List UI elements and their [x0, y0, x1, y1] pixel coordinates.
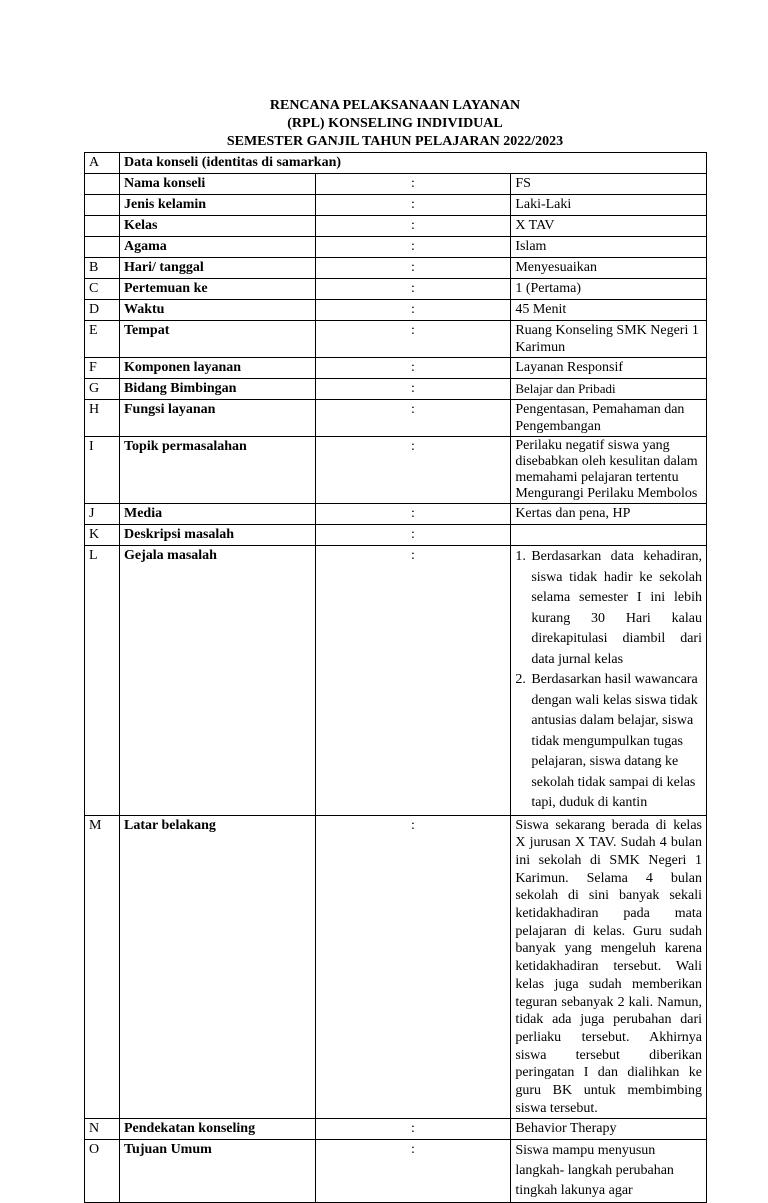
row-label: Latar belakang — [120, 815, 316, 1119]
row-colon: : — [315, 1119, 511, 1140]
row-value: Kertas dan pena, HP — [511, 504, 707, 525]
row-value: Menyesuaikan — [511, 258, 707, 279]
row-value: Behavior Therapy — [511, 1119, 707, 1140]
row-letter: K — [85, 525, 120, 546]
row-label: Jenis kelamin — [120, 195, 316, 216]
row-i — [85, 437, 707, 504]
row-label: Komponen layanan — [120, 358, 316, 379]
row-c — [85, 279, 707, 300]
row-label: Tujuan Umum — [120, 1140, 316, 1203]
row-colon: : — [315, 525, 511, 546]
row-colon: : — [315, 504, 511, 525]
row-label: Bidang Bimbingan — [120, 379, 316, 400]
row-label: Deskripsi masalah — [120, 525, 316, 546]
row-label: Tempat — [120, 321, 316, 358]
row-letter: L — [85, 546, 120, 816]
row-colon: : — [315, 1140, 511, 1203]
title-line-3: SEMESTER GANJIL TAHUN PELAJARAN 2022/2023 — [226, 134, 564, 149]
row-value: Pengentasan, Pemahaman dan Pengembangan — [511, 400, 707, 437]
row-colon: : — [315, 174, 511, 195]
row-h — [85, 400, 707, 437]
rpl-table — [84, 152, 707, 1203]
row-label: Fungsi layanan — [120, 400, 316, 437]
row-value: Laki-Laki — [511, 195, 707, 216]
row-k — [85, 525, 707, 546]
row-letter: N — [85, 1119, 120, 1140]
row-colon: : — [315, 279, 511, 300]
row-value: FS — [511, 174, 707, 195]
title-line-2: (RPL) KONSELING INDIVIDUAL — [287, 116, 503, 131]
row-colon: : — [315, 379, 511, 400]
row-value: 45 Menit — [511, 300, 707, 321]
row-label: Pendekatan konseling — [120, 1119, 316, 1140]
row-a — [85, 153, 707, 174]
row-letter: B — [85, 258, 120, 279]
row-n — [85, 1119, 707, 1140]
row-label: Kelas — [120, 216, 316, 237]
row-label: Data konseli (identitas di samarkan) — [120, 153, 707, 174]
row-letter: E — [85, 321, 120, 358]
row-label: Media — [120, 504, 316, 525]
row-l — [85, 546, 707, 816]
row-colon: : — [315, 300, 511, 321]
row-kelas — [85, 216, 707, 237]
row-colon: : — [315, 358, 511, 379]
row-label: Nama konseli — [120, 174, 316, 195]
row-colon: : — [315, 216, 511, 237]
list-text: Berdasarkan hasil wawancara dengan wali kelas siswa tidak antusias dalam belajar, siswa tidak mengumpulkan tugas pelajaran, siswa datang ke sekolah tidak sampai di kelas tapi, duduk di kantin — [531, 672, 698, 810]
row-value — [511, 546, 707, 816]
list-number: 1. — [515, 549, 526, 564]
row-d — [85, 300, 707, 321]
row-letter: A — [85, 153, 120, 174]
list-number: 2. — [515, 672, 526, 687]
row-letter: M — [85, 815, 120, 1119]
row-letter: D — [85, 300, 120, 321]
row-letter: J — [85, 504, 120, 525]
row-label: Topik permasalahan — [120, 437, 316, 504]
list-text: Berdasarkan data kehadiran, siswa tidak hadir ke sekolah selama semester I ini lebih kurang 30 Hari kalau direkapitulasi diambil dari data jurnal kelas — [531, 549, 702, 667]
row-value: Ruang Konseling SMK Negeri 1 Karimun — [511, 321, 707, 358]
row-agama — [85, 237, 707, 258]
row-value: Siswa mampu menyusun langkah- langkah perubahan tingkah lakunya agar — [511, 1140, 707, 1203]
row-letter: F — [85, 358, 120, 379]
row-colon: : — [315, 321, 511, 358]
row-f — [85, 358, 707, 379]
row-value — [511, 525, 707, 546]
row-j — [85, 504, 707, 525]
row-value: 1 (Pertama) — [511, 279, 707, 300]
row-letter: I — [85, 437, 120, 504]
row-letter: H — [85, 400, 120, 437]
row-value: X TAV — [511, 216, 707, 237]
row-value: Siswa sekarang berada di kelas X jurusan X TAV. Sudah 4 bulan ini sekolah di SMK Negeri 1 Karimun. Selama 4 bulan sekolah di sini banyak sekali ketidakhadiran pada mata pelajaran di kelas. Guru sudah banyak yang mengeluh karena ketidakhadiran tersebut. Wali kelas juga sudah memberikan teguran sebanyak 2 kali. Namun, tidak ada juga perubahan dari perliaku tersebut. Akhirnya siswa tersebut diberikan peringatan I dan dialihkan ke guru BK untuk membimbing siswa tersebut. — [511, 815, 707, 1119]
row-letter: G — [85, 379, 120, 400]
document-title — [84, 97, 706, 151]
title-line-1: RENCANA PELAKSANAAN LAYANAN — [269, 98, 521, 113]
row-label: Agama — [120, 237, 316, 258]
row-value: Perilaku negatif siswa yang disebabkan oleh kesulitan dalam memahami pelajaran tertentu Mengurangi Perilaku Membolos — [511, 437, 707, 504]
row-value: Layanan Responsif — [511, 358, 707, 379]
list-item — [515, 547, 702, 670]
row-label: Waktu — [120, 300, 316, 321]
row-jenis — [85, 195, 707, 216]
row-e — [85, 321, 707, 358]
row-b — [85, 258, 707, 279]
row-colon: : — [315, 195, 511, 216]
symptom-list — [515, 547, 702, 814]
row-colon: : — [315, 815, 511, 1119]
row-label: Pertemuan ke — [120, 279, 316, 300]
row-nama — [85, 174, 707, 195]
row-colon: : — [315, 237, 511, 258]
row-label: Hari/ tanggal — [120, 258, 316, 279]
row-colon: : — [315, 437, 511, 504]
row-colon: : — [315, 400, 511, 437]
list-item — [515, 670, 702, 814]
row-m — [85, 815, 707, 1119]
row-letter: O — [85, 1140, 120, 1203]
row-colon: : — [315, 258, 511, 279]
row-g — [85, 379, 707, 400]
row-label: Gejala masalah — [120, 546, 316, 816]
row-o — [85, 1140, 707, 1203]
row-value: Islam — [511, 237, 707, 258]
row-letter: C — [85, 279, 120, 300]
row-value: Belajar dan Pribadi — [511, 379, 707, 400]
row-colon: : — [315, 546, 511, 816]
